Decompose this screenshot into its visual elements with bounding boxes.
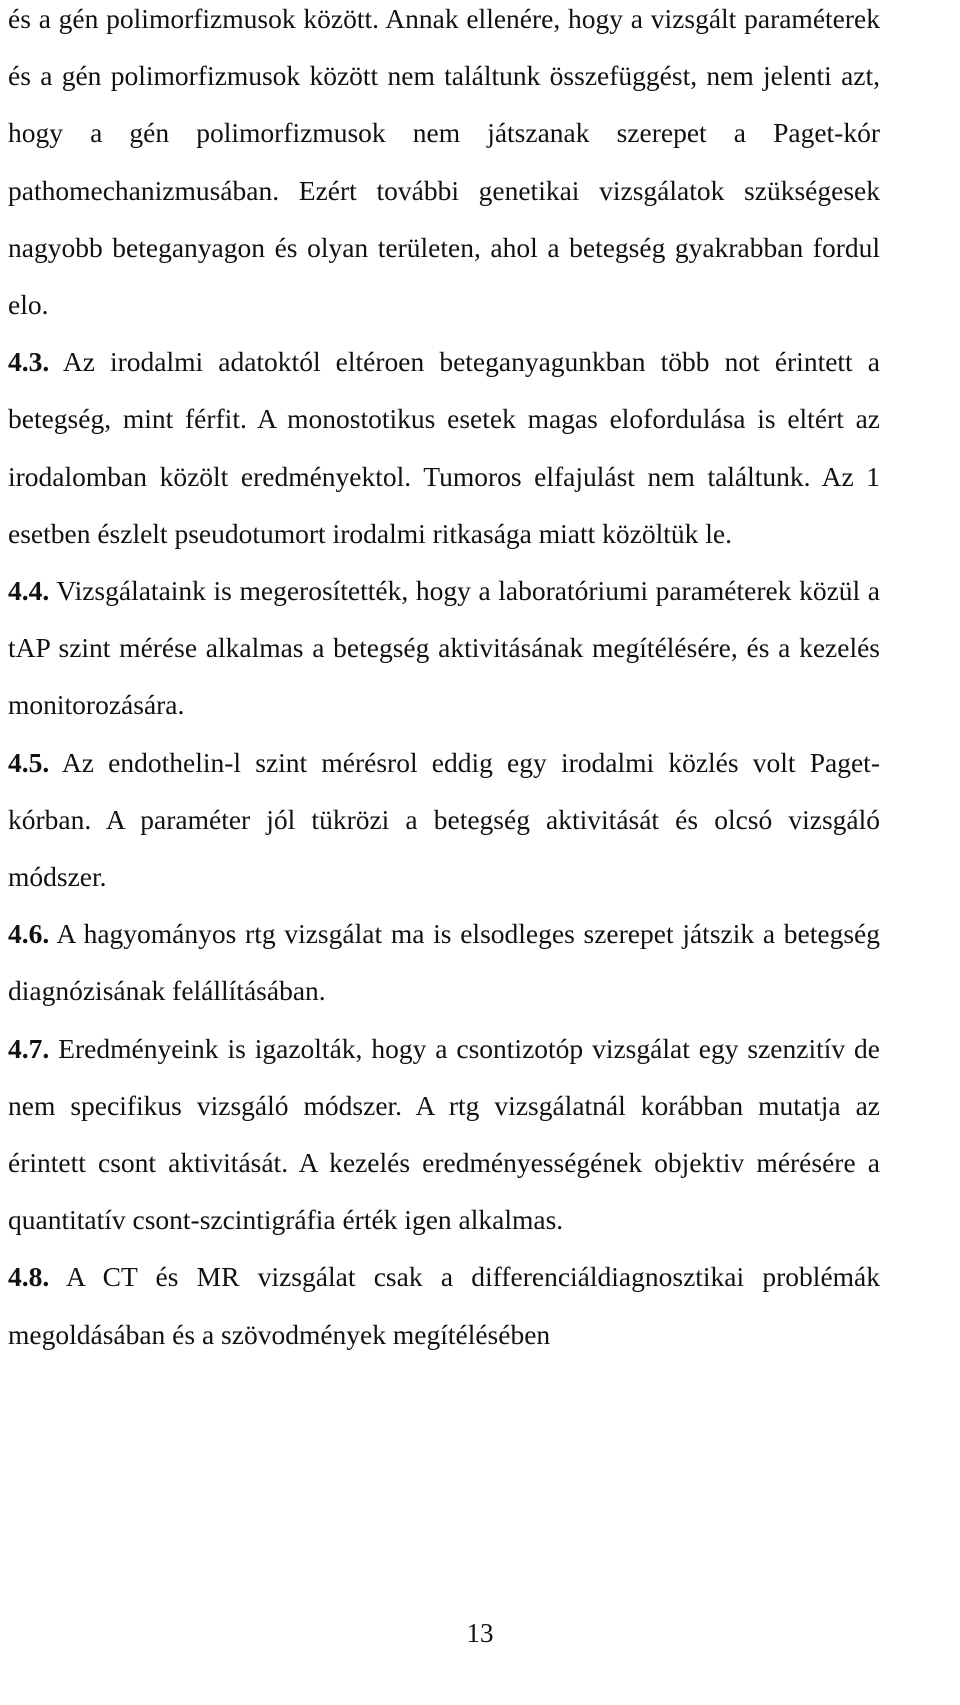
section-text: A hagyományos rtg vizsgálat ma is elsodleges szerepet játszik a betegség diagnózisának felállításában. bbox=[8, 918, 881, 1007]
section-number: 4.8. bbox=[8, 1261, 50, 1293]
section-number: 4.6. bbox=[8, 918, 50, 950]
section-number: 4.7. bbox=[8, 1032, 50, 1064]
section-text: Eredményeink is igazolták, hogy a csontizotóp vizsgálat egy szenzitív de nem specifikus vizsgáló módszer. A rtg vizsgálatnál korábban mutatja az érintett csont aktivitását. A kezelés eredményességének objektiv mérésére a quantitatív csont-szcintigráfia érték igen alkalmas. bbox=[8, 1032, 881, 1236]
section-number: 4.5. bbox=[8, 746, 50, 778]
section-4-3 bbox=[8, 333, 880, 562]
opening-paragraph-text: és a gén polimorfizmusok között. Annak ellenére, hogy a vizsgált paraméterek és a gén polimorfizmusok között nem találtunk összefüggést, nem jelenti azt, hogy a gén polimorfizmusok nem játszanak szerepet a Paget-kór pathomechanizmusában. Ezért további genetikai vizsgálatok szükségesek nagyobb beteganyagon és olyan területen, ahol a betegség gyakrabban fordul elo. bbox=[8, 3, 880, 321]
section-text: A CT és MR vizsgálat csak a differenciáldiagnosztikai problémák megoldásában és a szövodmények megítélésében bbox=[8, 1261, 881, 1350]
opening-paragraph bbox=[8, 0, 880, 333]
section-4-4 bbox=[8, 562, 880, 734]
section-4-6 bbox=[8, 905, 880, 1019]
section-number: 4.3. bbox=[8, 346, 50, 378]
page-number: 13 bbox=[466, 1618, 494, 1648]
document-page bbox=[8, 0, 880, 1363]
section-text: Az endothelin-l szint mérésrol eddig egy irodalmi közlés volt Paget-kórban. A paraméter jól tükrözi a betegség aktivitását és olcsó vizsgáló módszer. bbox=[8, 746, 880, 893]
section-number: 4.4. bbox=[8, 575, 50, 607]
section-text: Vizsgálataink is megerosítették, hogy a laboratóriumi paraméterek közül a tAP szint mérése alkalmas a betegség aktivitásának megítélésére, és a kezelés monitorozására. bbox=[8, 575, 880, 721]
section-text: Az irodalmi adatoktól eltéroen beteganyagunkban több not érintett a betegség, mint férfit. A monostotikus esetek magas elofordulása is eltért az irodalomban közölt eredményektol. Tumoros elfajulást nem találtunk. Az 1 esetben észlelt pseudotumort irodalmi ritkasága miatt közöltük le. bbox=[8, 346, 880, 549]
section-4-5 bbox=[8, 734, 880, 906]
section-4-8 bbox=[8, 1248, 880, 1362]
section-4-7 bbox=[8, 1020, 880, 1249]
